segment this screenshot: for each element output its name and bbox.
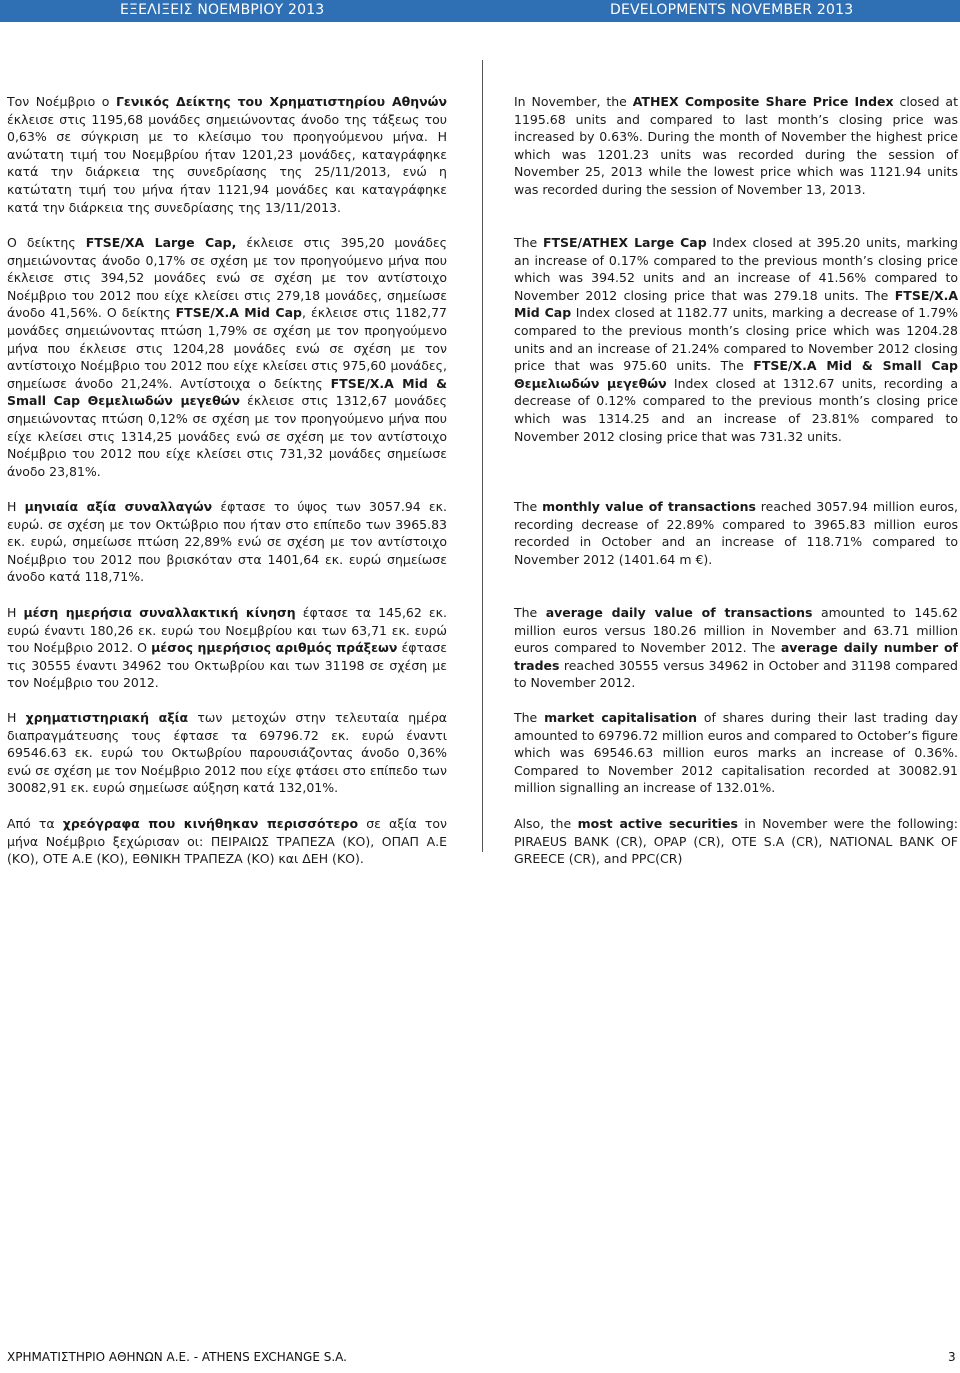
english-paragraph-active-securities: Also, the most active securities in November were the following: PIRAEUS BANK (CR), OPAP (CR), OTE S.A (CR), NATIONAL BANK OF GREECE (CR), and PPC(CR) (514, 816, 958, 867)
english-paragraph-daily-value: The average daily value of transactions amounted to 145.62 million euros versus 180.26 million in November and 63.71 million euros compared to November 2012. The average daily number of trades reached 30555 versus 34962 in October and 31198 compared to November 2012. (514, 605, 959, 691)
greek-paragraph-composite-index: Τον Νοέμβριο ο Γενικός Δείκτης του Χρηματιστηρίου Αθηνών έκλεισε στις 1195,68 μονάδες σημειώνοντας άνοδο της τάξεως του 0,63% σε σύγκριση με το κλείσιμο του προηγούμενου μήνα. Η ανώτατη τιμή του Νοεμβρίου ήταν 1201,23 μονάδες, καταγράφηκε κατά την διάρκεια της συνεδρίασης της 25/11/2013, ενώ η κατώτατη τιμή του μήνα ήταν 1121,94 μονάδες και καταγράφηκε κατά την διάρκεια της συνεδρίασης της 13/11/2013. (7, 94, 447, 215)
greek-title: ΕΞΕΛΙΞΕΙΣ ΝΟΕΜΒΡΙΟΥ 2013 (120, 2, 325, 18)
english-title: DEVELOPMENTS NOVEMBER 2013 (610, 2, 854, 18)
english-paragraph-market-cap: The market capitalisation of shares during their last trading day amounted to 69796.72 million euros and compared to October’s figure which was 69546.63 million euros marks an increase of 0.36%. Compared to November 2012 capitalisation recorded at 30082.91 million signalling an increase of 132.01%. (514, 710, 958, 796)
greek-paragraph-ftse-indices: Ο δείκτης FTSE/XA Large Cap, έκλεισε στις 395,20 μονάδες σημειώνοντας άνοδο 0,17% σε σχέση με τον προηγούμενο μήνα που έκλεισε στις 394,52 μονάδες ενώ σε σχέση με τον αντίστοιχο Νοέμβριο του 2012 που είχε κλείσει στις 279,18 μονάδες, σημείωσε άνοδο 41,56%. Ο δείκτης FTSE/X.A Mid Cap, έκλεισε στις 1182,77 μονάδες σημειώνοντας πτώση 1,79% σε σχέση με τον προηγούμενο μήνα που έκλεισε στις 1204,28 μονάδες ενώ σε σχέση με τον αντίστοιχο Νοέμβριο του 2012 που είχε κλείσει στις 975,60 μονάδες, σημείωσε άνοδο 21,24%. Αντίστοιχα ο δείκτης FTSE/X.A Mid & Small Cap Θεμελιωδών μεγεθών έκλεισε στις 1312,67 μονάδες σημειώνοντας πτώση 0,12% σε σχέση με τον προηγούμενο μήνα που είχε κλείσει στις 1314,25 μονάδες ενώ σε σχέση με τον αντίστοιχο Νοέμβριο του 2012 που είχε κλείσει στις 731,32 μονάδες σημείωσε άνοδο 23,81%. (7, 235, 448, 479)
header-band (0, 0, 960, 22)
page-number: 3 (948, 1350, 956, 1364)
greek-paragraph-active-securities: Από τα χρεόγραφα που κινήθηκαν περισσότερο σε αξία τον μήνα Νοέμβριο ξεχώρισαν οι: ΠΕΙΡΑΙΩΣ ΤΡΑΠΕΖΑ (ΚΟ), ΟΠΑΠ Α.Ε (ΚΟ), ΟΤΕ Α.Ε (ΚΟ), ΕΘΝΙΚΗ ΤΡΑΠΕΖΑ (ΚΟ) και ΔΕΗ (ΚΟ). (7, 816, 448, 867)
english-paragraph-composite-index: In November, the ATHEX Composite Share Price Index closed at 1195.68 units and compared to last month’s closing price was increased by 0.63%. During the month of November the highest price which was 1201.23 units was recorded during the session of November 25, 2013 while the lowest price which was 1121.94 units was recorded during the session of November 13, 2013. (514, 94, 958, 197)
column-divider (482, 60, 483, 852)
greek-paragraph-daily-value: Η μέση ημερήσια συναλλακτική κίνηση έφτασε τα 145,62 εκ. ευρώ έναντι 180,26 εκ. ευρώ του Νοεμβρίου και των 63,71 εκ. ευρώ του Νοέμβριο 2012. Ο μέσος ημερήσιος αριθμός πράξεων έφτασε τις 30555 έναντι 34962 του Οκτωβρίου και των 31198 σε σχέση με τον Νοέμβριο του 2012. (7, 605, 447, 691)
greek-paragraph-monthly-value: Η μηνιαία αξία συναλλαγών έφτασε το ύψος των 3057.94 εκ. ευρώ. σε σχέση με τον Οκτώβριο που ήταν στο επίπεδο των 3965.83 εκ. ευρώ, σημείωσε πτώση 22,89% ενώ σε σχέση με τον αντίστοιχο Νοέμβριο του 2012 που βρισκόταν στα 1401,64 εκ. ευρώ σημείωσε άνοδο κατά 118,71%. (7, 499, 447, 585)
english-paragraph-ftse-indices: The FTSE/ATHEX Large Cap Index closed at 395.20 units, marking an increase of 0.17% compared to the previous month’s closing price which was 394.52 units and an increase of 41.56% compared to November 2012 closing price that was 279.18 units. The FTSE/X.A Mid Cap Index closed at 1182.77 units, marking a decrease of 1.79% compared to the previous month’s closing price which was 1204.28 units and an increase of 21.24% compared to November 2012 closing price that was 975.60 units. The FTSE/X.A Mid & Small Cap Θεμελιωδών μεγεθών Index closed at 1312.67 units, recording a decrease of 0.12% compared to the previous month’s closing price which was 1314.25 and an increase of 23.81% compared to November 2012 closing price that was 731.32 units. (514, 235, 958, 444)
greek-paragraph-market-cap: Η χρηματιστηριακή αξία των μετοχών στην τελευταία ημέρα διαπραγμάτευσης τους έφτασε τα 69796.72 εκ. ευρώ έναντι 69546.63 εκ. ευρώ του Οκτωβρίου παρουσιάζοντας άνοδο 0,36% ενώ σε σχέση με τον Νοέμβριο 2012 που είχε φτάσει στο επίπεδο των 30082,91 εκ. ευρώ σημείωσε αύξηση κατά 132,01%. (7, 710, 448, 796)
english-paragraph-monthly-value: The monthly value of transactions reached 3057.94 million euros, recording decrease of 22.89% compared to 3965.83 million euros recorded in October and an increase of 118.71% compared to November 2012 (1401.64 m €). (514, 499, 958, 567)
footer-exchange-name: ΧΡΗΜΑΤΙΣΤΗΡΙΟ ΑΘΗΝΩΝ Α.Ε. - ATHENS EXCHANGE S.A. (7, 1350, 347, 1364)
